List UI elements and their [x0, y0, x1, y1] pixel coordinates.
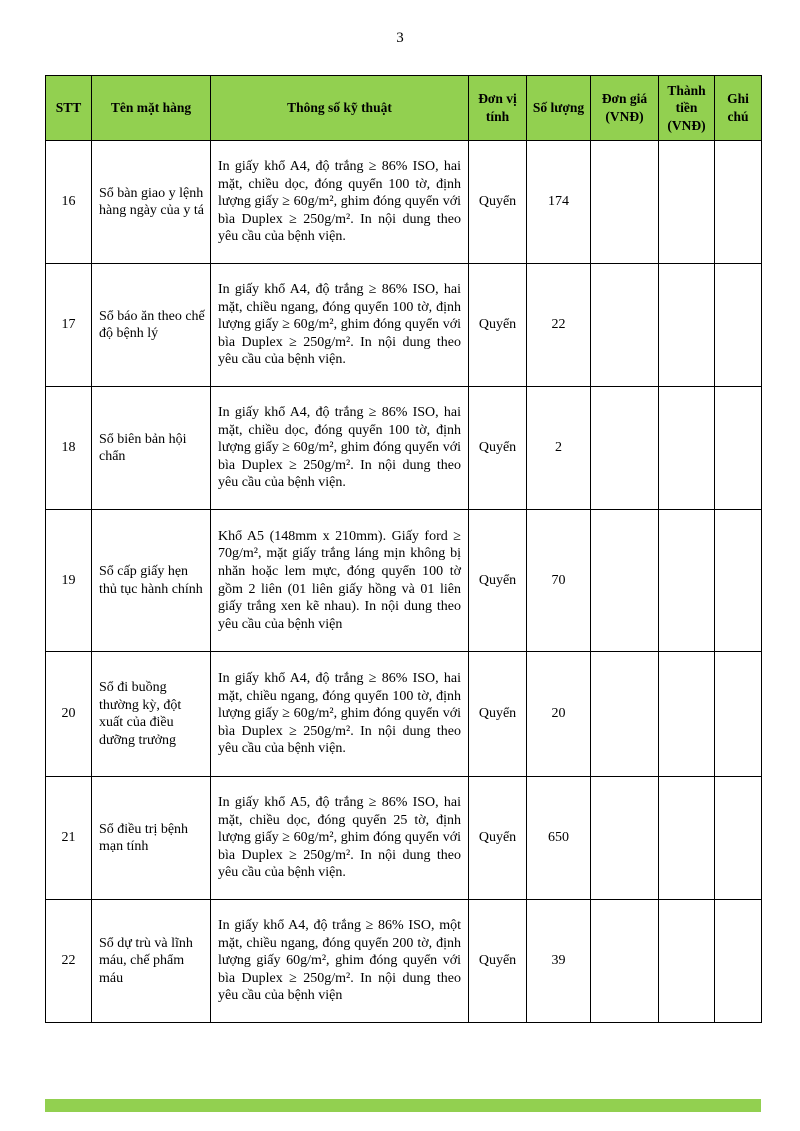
- cell-note: [715, 900, 762, 1023]
- cell-stt: 18: [46, 387, 92, 510]
- cell-quantity: 39: [527, 900, 591, 1023]
- cell-specs: In giấy khổ A4, độ trắng ≥ 86% ISO, hai mặt, chiều ngang, đóng quyển 100 tờ, định lượng giấy ≥ 60g/m², ghim đóng quyển với bìa Duplex ≥ 250g/m². In nội dung theo yêu cầu của bệnh viện.: [211, 264, 469, 387]
- table-row-21: [46, 777, 762, 900]
- cell-specs: In giấy khổ A4, độ trắng ≥ 86% ISO, hai mặt, chiều dọc, đóng quyển 100 tờ, định lượng giấy ≥ 60g/m², ghim đóng quyển với bìa Duplex ≥ 250g/m². In nội dung theo yêu cầu của bệnh viện.: [211, 141, 469, 264]
- column-header-unit-price: Đơn giá (VNĐ): [591, 76, 659, 141]
- cell-unit: Quyển: [469, 264, 527, 387]
- column-header-total: Thành tiền (VNĐ): [659, 76, 715, 141]
- cell-unit-price: [591, 264, 659, 387]
- cell-stt: 21: [46, 777, 92, 900]
- cell-unit-price: [591, 510, 659, 652]
- cell-specs: In giấy khổ A4, độ trắng ≥ 86% ISO, hai mặt, chiều dọc, đóng quyển 100 tờ, định lượng giấy ≥ 60g/m², ghim đóng quyển với bìa Duplex ≥ 250g/m². In nội dung theo yêu cầu của bệnh viện.: [211, 387, 469, 510]
- cell-specs: Khổ A5 (148mm x 210mm). Giấy ford ≥ 70g/m², mặt giấy trắng láng mịn không bị nhăn hoặc lem mực, đóng quyển 100 tờ gồm 2 liên (01 liên giấy hồng và 01 liên giấy trắng xen kẽ nhau). In nội dung theo yêu cầu của bệnh viện: [211, 510, 469, 652]
- cell-item-name: Sổ biên bản hội chẩn: [92, 387, 211, 510]
- cell-quantity: 650: [527, 777, 591, 900]
- cell-specs: In giấy khổ A4, độ trắng ≥ 86% ISO, một mặt, chiều ngang, đóng quyển 200 tờ, định lượng giấy 60g/m², ghim đóng quyển với bìa Duplex ≥ 250g/m². In nội dung theo yêu cầu của bệnh viện: [211, 900, 469, 1023]
- cell-unit: Quyển: [469, 652, 527, 777]
- column-header-stt: STT: [46, 76, 92, 141]
- cell-total: [659, 777, 715, 900]
- cell-unit-price: [591, 141, 659, 264]
- table-row-22: [46, 900, 762, 1023]
- cell-stt: 19: [46, 510, 92, 652]
- cell-note: [715, 652, 762, 777]
- cell-quantity: 70: [527, 510, 591, 652]
- cell-unit-price: [591, 777, 659, 900]
- column-header-note: Ghi chú: [715, 76, 762, 141]
- cell-quantity: 2: [527, 387, 591, 510]
- cell-total: [659, 900, 715, 1023]
- cell-total: [659, 141, 715, 264]
- cell-specs: In giấy khổ A5, độ trắng ≥ 86% ISO, hai mặt, chiều dọc, đóng quyển 25 tờ, định lượng giấy ≥ 60g/m², ghim đóng quyển với bìa Duplex ≥ 250g/m². In nội dung theo yêu cầu của bệnh viện.: [211, 777, 469, 900]
- cell-note: [715, 387, 762, 510]
- table-header-row: [46, 76, 762, 141]
- next-page-table-header-strip: [45, 1099, 761, 1112]
- cell-stt: 20: [46, 652, 92, 777]
- cell-unit-price: [591, 900, 659, 1023]
- cell-item-name: Sổ cấp giấy hẹn thủ tục hành chính: [92, 510, 211, 652]
- cell-quantity: 22: [527, 264, 591, 387]
- cell-note: [715, 264, 762, 387]
- cell-stt: 22: [46, 900, 92, 1023]
- cell-unit: Quyển: [469, 777, 527, 900]
- cell-stt: 16: [46, 141, 92, 264]
- cell-unit-price: [591, 387, 659, 510]
- cell-total: [659, 264, 715, 387]
- cell-note: [715, 510, 762, 652]
- cell-unit: Quyển: [469, 141, 527, 264]
- cell-total: [659, 387, 715, 510]
- table-row-19: [46, 510, 762, 652]
- cell-unit: Quyển: [469, 900, 527, 1023]
- table-row-20: [46, 652, 762, 777]
- cell-item-name: Sổ điều trị bệnh mạn tính: [92, 777, 211, 900]
- cell-note: [715, 777, 762, 900]
- column-header-item-name: Tên mặt hàng: [92, 76, 211, 141]
- cell-item-name: Sổ bàn giao y lệnh hàng ngày của y tá: [92, 141, 211, 264]
- cell-total: [659, 652, 715, 777]
- cell-unit: Quyển: [469, 387, 527, 510]
- cell-unit-price: [591, 652, 659, 777]
- cell-quantity: 20: [527, 652, 591, 777]
- cell-note: [715, 141, 762, 264]
- column-header-specs: Thông số kỹ thuật: [211, 76, 469, 141]
- table-row-18: [46, 387, 762, 510]
- cell-stt: 17: [46, 264, 92, 387]
- cell-item-name: Sổ báo ăn theo chế độ bệnh lý: [92, 264, 211, 387]
- page-number: 3: [396, 30, 404, 46]
- cell-item-name: Sổ đi buồng thường kỳ, đột xuất của điều dưỡng trưởng: [92, 652, 211, 777]
- table-row-17: [46, 264, 762, 387]
- column-header-quantity: Số lượng: [527, 76, 591, 141]
- column-header-unit: Đơn vị tính: [469, 76, 527, 141]
- cell-quantity: 174: [527, 141, 591, 264]
- cell-item-name: Sổ dự trù và lĩnh máu, chế phẩm máu: [92, 900, 211, 1023]
- items-table: [45, 75, 762, 1023]
- table-row-16: [46, 141, 762, 264]
- cell-unit: Quyển: [469, 510, 527, 652]
- cell-specs: In giấy khổ A4, độ trắng ≥ 86% ISO, hai mặt, chiều ngang, đóng quyển 100 tờ, định lượng giấy ≥ 60g/m², ghim đóng quyển với bìa Duplex ≥ 250g/m². In nội dung theo yêu cầu của bệnh viện.: [211, 652, 469, 777]
- cell-total: [659, 510, 715, 652]
